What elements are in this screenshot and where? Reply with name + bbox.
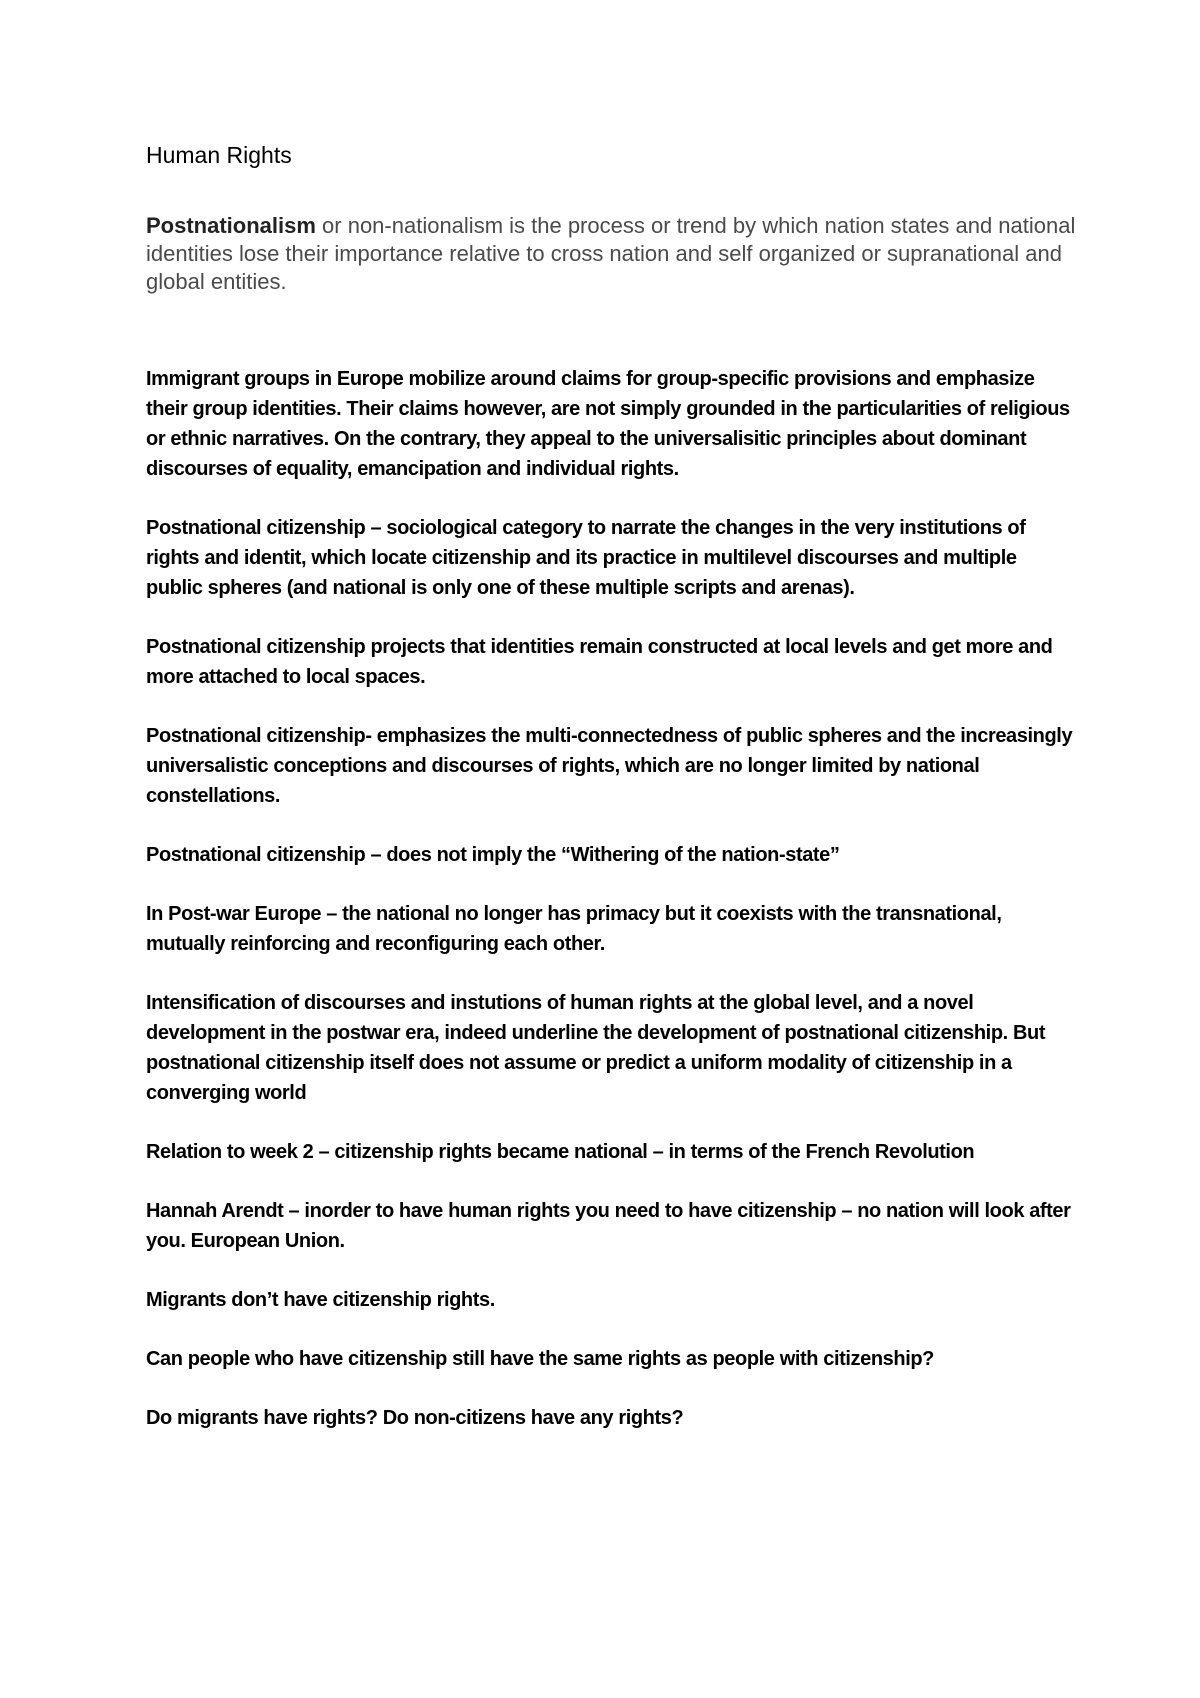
definition-term: Postnationalism (146, 213, 316, 238)
paragraph-question-same-rights: Can people who have citizenship still have the same rights as people with citizenship? (146, 1348, 935, 1370)
paragraph-hannah-arendt: Hannah Arendt – inorder to have human rights you need to have citizenship – no nation will look after you. European Union. (146, 1200, 1071, 1252)
paragraph-intensification: Intensification of discourses and instutions of human rights at the global level, and a novel development in the postwar era, indeed underline the development of postnational citizenship. But postnational citizenship itself does not assume or predict a uniform modality of citizenship in a converging world (146, 992, 1046, 1104)
document-body (146, 140, 1076, 1462)
paragraph-post-war-europe: In Post-war Europe – the national no longer has primacy but it coexists with the transnational, mutually reinforcing and reconfiguring each other. (146, 903, 1002, 955)
definition-paragraph (146, 212, 1076, 296)
document-title: Human Rights (146, 142, 292, 168)
definition-text: or non-nationalism is the process or trend by which nation states and national identities lose their importance relative to cross nation and self organized or supranational and global entities. (146, 213, 1076, 294)
paragraph-immigrant-groups: Immigrant groups in Europe mobilize around claims for group-specific provisions and emphasize their group identities. Their claims however, are not simply grounded in the particularities of religious or ethnic narratives. On the contrary, they appeal to the universalisitic principles about dominant discourses of equality, emancipation and individual rights. (146, 368, 1070, 480)
paragraph-postnational-withering: Postnational citizenship – does not imply the “Withering of the nation-state” (146, 844, 840, 866)
paragraph-week-2: Relation to week 2 – citizenship rights became national – in terms of the French Revolution (146, 1141, 975, 1163)
paragraph-migrants-rights: Migrants don’t have citizenship rights. (146, 1289, 495, 1311)
paragraph-postnational-sociological: Postnational citizenship – sociological category to narrate the changes in the very institutions of rights and identit, which locate citizenship and its practice in multilevel discourses and multiple public spheres (and national is only one of these multiple scripts and arenas). (146, 517, 1026, 599)
paragraph-postnational-multi-connectedness: Postnational citizenship- emphasizes the multi-connectedness of public spheres and the increasingly universalistic conceptions and discourses of rights, which are no longer limited by national constellations. (146, 725, 1073, 807)
paragraph-postnational-local: Postnational citizenship projects that identities remain constructed at local levels and get more and more attached to local spaces. (146, 636, 1053, 688)
paragraph-question-non-citizens: Do migrants have rights? Do non-citizens have any rights? (146, 1407, 684, 1429)
